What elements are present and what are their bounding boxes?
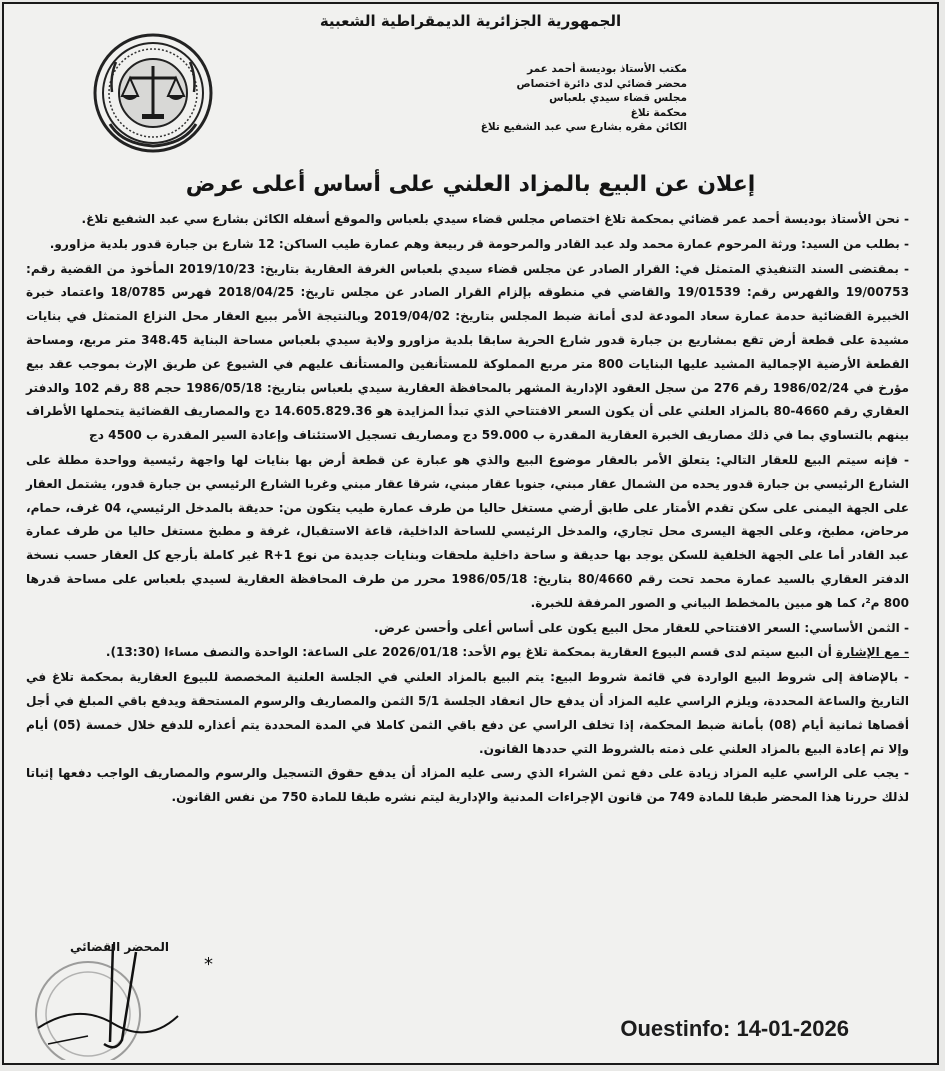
office-line: محكمة تلاغ bbox=[630, 106, 687, 119]
paragraph-buyer-obligations bbox=[26, 762, 909, 810]
office-line: مجلس قضاء سيدي بلعباس bbox=[549, 92, 687, 105]
paragraph-text: - نحن الأستاذ بوديسة أحمد عمر قضائي بمحكمة تلاغ اختصاص مجلس قضاء سيدي بلعباس والموقع أسفله الكائن بشارع سي عبد الشفيع تلاغ. bbox=[81, 212, 909, 226]
paragraph-text: أن البيع سيتم لدى قسم البيوع العقارية بمحكمة تلاغ يوم الأحد: 2026/01/18 على الساعة: الواحدة والنصف مساءا (13:30). bbox=[105, 645, 832, 660]
paragraph-bailiff bbox=[26, 208, 909, 232]
notice-title: إعلان عن البيع بالمزاد العلني على أساس أعلى عرض bbox=[185, 172, 756, 197]
source-footer: Ouestinfo: 14-01-2026 bbox=[620, 1016, 849, 1041]
paragraph-text: السعر الافتتاحي للعقار محل البيع يكون على أساس أعلى وأحسن عرض. bbox=[373, 620, 801, 635]
paragraph-lead: - فإنه سيتم البيع للعقار التالي: bbox=[715, 452, 909, 467]
paragraph-text: ورثة المرحوم عمارة محمد ولد عبد القادر والمرحومة قر ربيعة وهم عمارة طيب الساكن: 12 شارع بن جبارة قدور بلدية مزاورو. bbox=[49, 236, 797, 251]
paragraph-lead: - بمقتضى السند التنفيذي المتمثل في: bbox=[674, 261, 909, 276]
paragraph-lead: - بطلب من السيد: bbox=[801, 236, 909, 251]
paragraph-text: القرار الصادر عن مجلس قضاء سيدي بلعباس الغرفة العقارية بتاريخ: 2019/10/23 المأخوذ من القضية رقم: 19/00753 والفهرس رقم: 19/01539 والقاضي في منطوقه بإلزام القرار الصادر عن مجلس تاريخ: 2018/04/25 فهرس 18/0785 واعتماد خبرة الخبيرة القضائية حدمة عمارة سعاد المودعة لدى أمانة ضبط المجلس بتاريخ: 2019/04/02 وبالنتيجة الأمر ببيع العقار محل النزاع المتمثل في بنايات مشيدة على قطعة أرض تقع بمشاريع بن جبارة قدور شارع الحرية سابقا بلدية مزاورو ولاية سيدي بلعباس مساحة البناية 348.45 متر مربع، ومساحة القطعة الأرضية الإجمالية المشيد عليها البنايات 800 متر مربع المملوكة للمستأنفين والمستأنف عليهم في الشيوع عن طريق الإرث بموجب عقد بيع مؤرخ في 1986/02/24 رقم 276 من سجل العقود الإدارية المشهر بالمحافظة العقارية سيدي بلعباس بتاريخ: 1986/05/18 حجم 88 رقم 102 والدفتر العقاري رقم 4660-80 بالمزاد العلني على أن يكون السعر الافتتاحي الذي تبدأ المزايدة هو 14.605.829.36 دج والمصاريف القضائية يتحملها الأطراف بينهم بالتساوي بما في ذلك مصاريف الخبرة العقارية المقدرة ب 59.000 دج ومصاريف تسجيل الاستئناف وإعادة السير المقدرة ب 4500 دج bbox=[26, 261, 910, 443]
paragraph-text: يتم البيع بالمزاد العلني في الجلسة العلنية المخصصة للبيوع العقارية بمحكمة تلاغ في التاريخ والساعة المحددة، ويلزم الراسي عليه المزاد أن يدفع حال انعقاد الجلسة 5/1 الثمن والمصاريف والرسوم المستحقة ويدفع باقي المبلغ في أجل أقصاها ثمانية أيام (08) بأمانة ضبط المحكمة، إذا تخلف الراسي عن دفع باقي الثمن كاملا في المدة المحددة يتم أعذاره للدفع خلال خمسة (05) أيام وإلا تم إعادة البيع بالمزاد العلني على ذمته بالشروط التي حددها القانون. bbox=[26, 670, 909, 756]
paragraph-lead: - مع الإشارة bbox=[836, 645, 909, 660]
notice-body bbox=[26, 208, 909, 811]
paragraph-requester bbox=[26, 233, 909, 257]
paragraph-lead: - بالإضافة إلى شروط البيع الواردة في قائمة شروط البيع: bbox=[550, 670, 909, 685]
paragraph-text: زيادة على دفع ثمن الشراء الذي رسى عليه المزاد أن يدفع حقوق التسجيل والرسوم والمصاريف الواجب دفعها إثباتا لذلك حررنا هذا المحضر طبقا للمادة 749 من قانون الإجراءات المدنية والإدارية ليتم نشره طبقا للمادة 750 من نفس القانون. bbox=[26, 766, 909, 805]
paragraph-sale-conditions bbox=[26, 666, 909, 761]
office-line: الكائن مقره بشارع سي عبد الشفيع تلاغ bbox=[480, 121, 687, 134]
republic-header: الجمهورية الجزائرية الديمقراطية الشعبية bbox=[319, 12, 622, 30]
office-line: محضر قضائي لدى دائرة اختصاص bbox=[516, 77, 687, 90]
svg-text:*: * bbox=[204, 954, 213, 975]
notice-frame bbox=[2, 2, 939, 1065]
paragraph-lead: - الثمن الأساسي: bbox=[804, 620, 909, 635]
paragraph-lead: - يجب على الراسي عليه المزاد bbox=[722, 766, 909, 781]
office-line: مكتب الأستاذ بوديسة أحمد عمر bbox=[527, 63, 687, 75]
bailiff-office-block bbox=[439, 62, 687, 135]
paragraph-base-price bbox=[26, 617, 909, 641]
paragraph-property bbox=[26, 449, 909, 616]
court-seal-icon bbox=[92, 32, 214, 154]
signature-label: المحضر القضائي bbox=[70, 940, 170, 954]
paragraph-executive-title bbox=[26, 258, 909, 448]
paragraph-sale-date bbox=[26, 641, 909, 665]
paragraph-text: يتعلق الأمر بالعقار موضوع البيع والذي هو عبارة عن قطعة أرض بها بنايات لها واجهة رئيسية وواحدة مطلة على الشارع الرئيسي بن جبارة قدور يحده من الشمال عقار مبني، جنوبا عقار مبني، شرقا عقار مبني وغربا الشارع الرئيسي بن جبارة قدور، يشتمل العقار على الجهة اليمنى على سكن تقدم الأمتار على طابق أرضي مستغل حاليا من طرف عمارة طيب يتكون من: حديقة بالمدخل الرئيسي، 04 غرف، حمام، مرحاض، مطبخ، وعلى الجهة اليسرى محل تجاري، والمدخل الرئيسي للساحة الداخلية، قاعة الاستقبال، غرفة و مطبخ مستغل حاليا من طرف عمارة عبد القادر أما على الجهة الخلفية للسكن يوجد بها حديقة و ساحة داخلية ملحقات وبنايات جديدة من نوع R+1 غير كاملة بأرجع كل العقار حسب نسخة الدفتر العقاري بالسيد عمارة محمد تحت رقم 80/4660 بتاريخ: 1986/05/18 محرر من طرف المحافظة العقارية لسيدي بلعباس على مساحة قدرها 800 م²، كما هو مبين بالمخطط البياني و الصور المرفقة للخبرة. bbox=[26, 452, 909, 610]
